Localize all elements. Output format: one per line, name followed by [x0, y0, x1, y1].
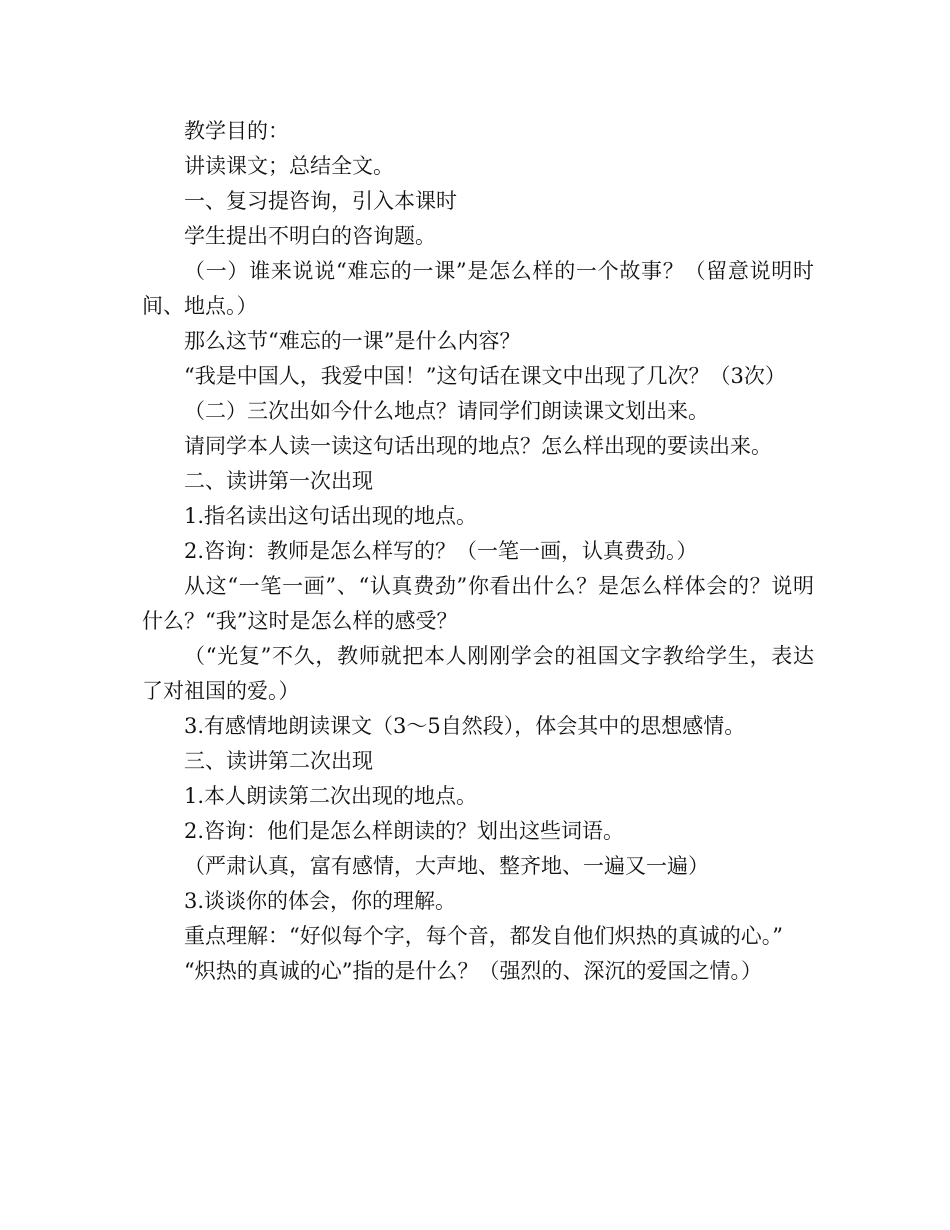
- paragraph: “我是中国人，我爱中国！”这句话在课文中出现了几次？（3次）: [184, 364, 786, 388]
- paragraph: 2.咨询：教师是怎么样写的？（一笔一画，认真费劲。）: [184, 539, 698, 563]
- paragraph: 请同学本人读一读这句话出现的地点？怎么样出现的要读出来。: [184, 434, 772, 458]
- paragraph: 从这“一笔一画”、“认真费劲”你看出什么？是怎么样体会的？说明什么？“我”这时是怎么样的感受？: [142, 574, 814, 633]
- paragraph: 1.指名读出这句话出现的地点。: [184, 504, 478, 528]
- paragraph: （“光复”不久，教师就把本人刚刚学会的祖国文字教给学生，表达了对祖国的爱。）: [142, 644, 814, 703]
- paragraph: 学生提出不明白的咨询题。: [184, 224, 436, 248]
- paragraph: 三、读讲第二次出现: [184, 749, 373, 773]
- paragraph: 二、读讲第一次出现: [184, 469, 373, 493]
- paragraph: 那么这节“难忘的一课”是什么内容？: [184, 329, 521, 353]
- paragraph: 重点理解：“好似每个字，每个音，都发自他们炽热的真诚的心。”: [184, 924, 783, 948]
- paragraph: （严肃认真，富有感情，大声地、整齐地、一遍又一遍）: [184, 854, 709, 878]
- paragraph: 讲读课文；总结全文。: [184, 154, 394, 178]
- paragraph: 教学目的：: [184, 119, 289, 143]
- paragraph: 2.咨询：他们是怎么样朗读的？划出这些词语。: [184, 819, 625, 843]
- paragraph: 1.本人朗读第二次出现的地点。: [184, 784, 478, 808]
- paragraph: 3.谈谈你的体会，你的理解。: [184, 889, 457, 913]
- paragraph: “炽热的真诚的心”指的是什么？（强烈的、深沉的爱国之情。）: [184, 959, 762, 983]
- paragraph: （二）三次出如今什么地点？请同学们朗读课文划出来。: [184, 399, 709, 423]
- document-body: [142, 114, 814, 989]
- paragraph: （一）谁来说说“难忘的一课”是怎么样的一个故事？（留意说明时间、地点。）: [142, 259, 814, 318]
- paragraph: 3.有感情地朗读课文（3～5自然段），体会其中的思想感情。: [184, 714, 746, 738]
- paragraph: 一、复习提咨询，引入本课时: [184, 189, 457, 213]
